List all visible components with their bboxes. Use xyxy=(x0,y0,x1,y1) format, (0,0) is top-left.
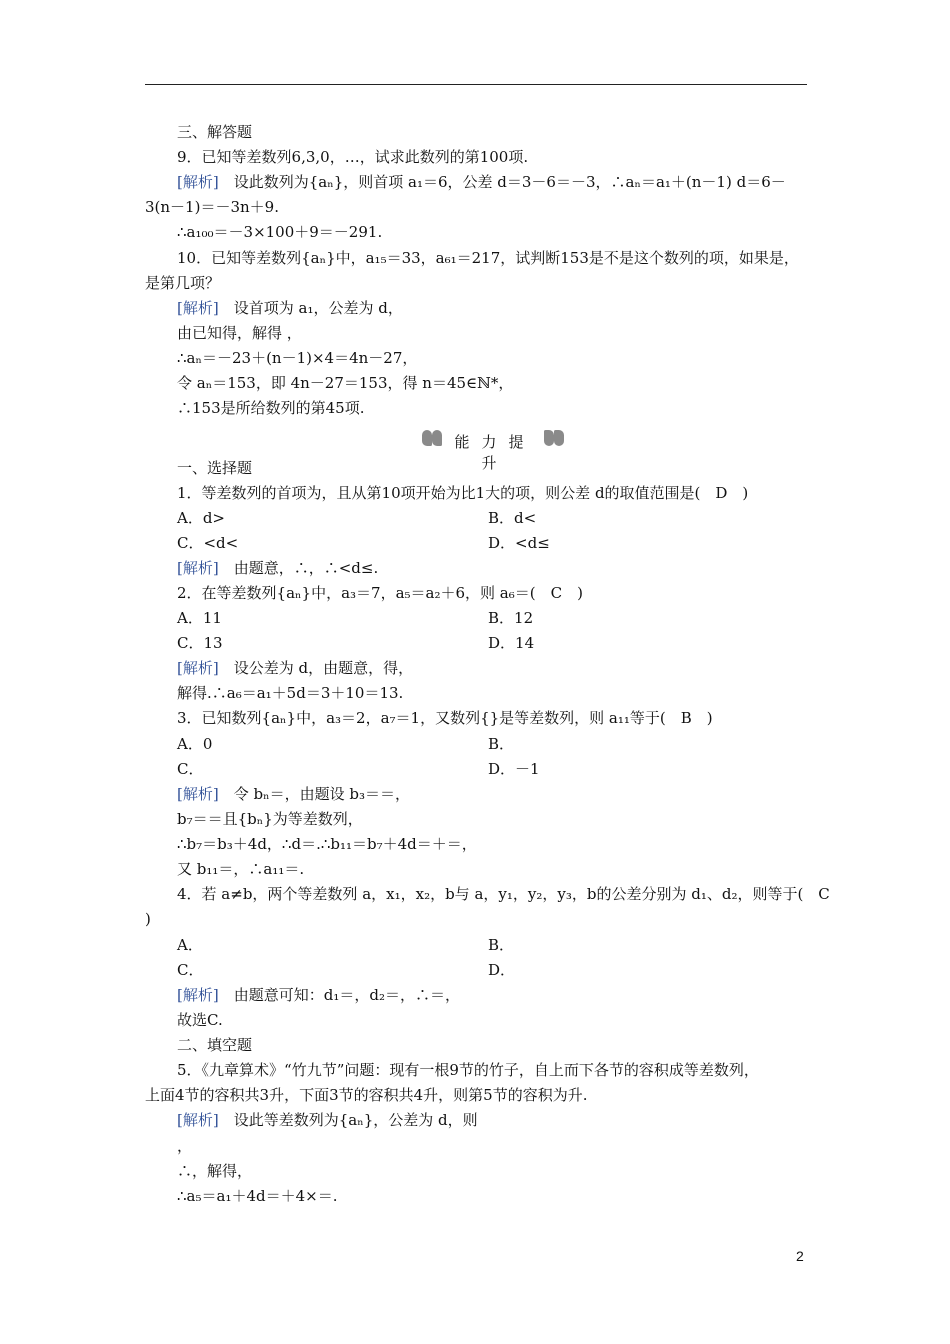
analysis-text: 由题意可知：d₁＝，d₂＝，∴＝， xyxy=(233,986,460,1004)
analysis-tag: [解析] xyxy=(177,299,219,317)
option-a: A．11 xyxy=(177,609,222,627)
close-quote-icon xyxy=(542,428,566,450)
option-d: D．14 xyxy=(488,634,535,652)
section-title: 三、解答题 xyxy=(177,123,253,141)
analysis-line xyxy=(177,658,413,678)
ability-banner xyxy=(420,428,570,472)
question-9: 9．已知等差数列6,3,0，…，试求此数列的第100项. xyxy=(177,148,529,166)
analysis-line: ， xyxy=(177,1137,193,1155)
option-c: C． xyxy=(177,961,204,979)
analysis-line: ∴b₇＝b₃＋4d，∴d＝.∴b₁₁＝b₇＋4d＝＋＝， xyxy=(177,835,477,853)
analysis-line: 令 aₙ＝153，即 4n－27＝153，得 n＝45∈ℕ*， xyxy=(177,374,514,392)
option-b: B．d< xyxy=(488,509,537,527)
open-quote-icon xyxy=(420,428,444,450)
analysis-tag: [解析] xyxy=(177,1111,219,1129)
question-10: 10．已知等差数列{aₙ}中，a₁₅＝33，a₆₁＝217，试判断153是不是这个数列的项，如果是， xyxy=(177,249,799,267)
analysis-line: 由已知得，解得 ， xyxy=(177,324,302,342)
analysis-tag: [解析] xyxy=(177,559,219,577)
section-title: 二、填空题 xyxy=(177,1036,253,1054)
option-c: C．13 xyxy=(177,634,223,652)
analysis-tag: [解析] xyxy=(177,659,219,677)
analysis-tag: [解析] xyxy=(177,986,219,1004)
analysis-line xyxy=(177,1110,478,1130)
analysis-tag: [解析] xyxy=(177,173,219,191)
question-5: 5．《九章算术》“竹九节”问题：现有一根9节的竹子，自上而下各节的容积成等差数列， xyxy=(177,1061,759,1079)
analysis-line xyxy=(177,172,786,192)
page-number: 2 xyxy=(796,1248,804,1264)
analysis-line: 故选C. xyxy=(177,1011,223,1029)
header-rule xyxy=(145,84,807,85)
banner-title: 能力提升 xyxy=(454,433,536,472)
section-title: 一、选择题 xyxy=(177,459,253,477)
analysis-text: 由题意，∴，∴<d≤. xyxy=(233,559,379,577)
analysis-line xyxy=(177,985,460,1005)
option-d: D．－1 xyxy=(488,760,540,778)
question-2: 2．在等差数列{aₙ}中，a₃＝7，a₅＝a₂＋6，则 a₆＝( C ) xyxy=(177,584,583,602)
analysis-line: ∴153是所给数列的第45项. xyxy=(177,399,365,417)
question-1: 1．等差数列的首项为，且从第10项开始为比1大的项，则公差 d的取值范围是( D ) xyxy=(177,484,749,502)
analysis-text: 设此等差数列为{aₙ}，公差为 d，则 xyxy=(233,1111,478,1129)
analysis-line: 解得.∴a₆＝a₁＋5d＝3＋10＝13. xyxy=(177,684,404,702)
analysis-text: 令 bₙ＝，由题设 b₃＝＝， xyxy=(233,785,410,803)
option-a: A． xyxy=(177,936,203,954)
question-4-cont: ) xyxy=(145,910,151,928)
analysis-tag: [解析] xyxy=(177,785,219,803)
question-4: 4．若 a≠b，两个等差数列 a，x₁，x₂，b与 a，y₁，y₂，y₃，b的公差分别为 d₁、d₂，则等于( C xyxy=(177,885,830,903)
analysis-line: 3(n－1)＝－3n＋9. xyxy=(145,198,279,216)
option-a: A．d> xyxy=(177,509,226,527)
question-10-cont: 是第几项？ xyxy=(145,274,221,292)
option-b: B． xyxy=(488,936,515,954)
question-3: 3．已知数列{aₙ}中，a₃＝2，a₇＝1，又数列{}是等差数列，则 a₁₁等于( B ) xyxy=(177,709,713,727)
analysis-line: ∴a₁₀₀＝－3×100＋9＝－291. xyxy=(177,223,383,241)
analysis-line xyxy=(177,298,403,318)
analysis-line: 又 b₁₁＝，∴a₁₁＝. xyxy=(177,860,305,878)
analysis-line: ∴，解得， xyxy=(177,1162,253,1180)
option-b: B． xyxy=(488,735,515,753)
analysis-line: ∴aₙ＝－23＋(n－1)×4＝4n－27， xyxy=(177,349,418,367)
option-c: C． xyxy=(177,760,204,778)
analysis-line xyxy=(177,784,410,804)
option-a: A．0 xyxy=(177,735,213,753)
analysis-line: b₇＝＝且{bₙ}为等差数列， xyxy=(177,810,363,828)
analysis-text: 设此数列为{aₙ}，则首项 a₁＝6，公差 d＝3－6＝－3，∴aₙ＝a₁＋(n－1) d＝6－ xyxy=(233,173,786,191)
analysis-text: 设首项为 a₁，公差为 d， xyxy=(233,299,403,317)
analysis-line xyxy=(177,558,378,578)
question-5-cont: 上面4节的容积共3升，下面3节的容积共4升，则第5节的容积为升. xyxy=(145,1086,588,1104)
option-d: D． xyxy=(488,961,516,979)
analysis-text: 设公差为 d，由题意，得， xyxy=(233,659,414,677)
option-c: C．<d< xyxy=(177,534,239,552)
analysis-line: ∴a₅＝a₁＋4d＝＋4×＝. xyxy=(177,1187,338,1205)
option-b: B．12 xyxy=(488,609,534,627)
option-d: D．<d≤ xyxy=(488,534,550,552)
